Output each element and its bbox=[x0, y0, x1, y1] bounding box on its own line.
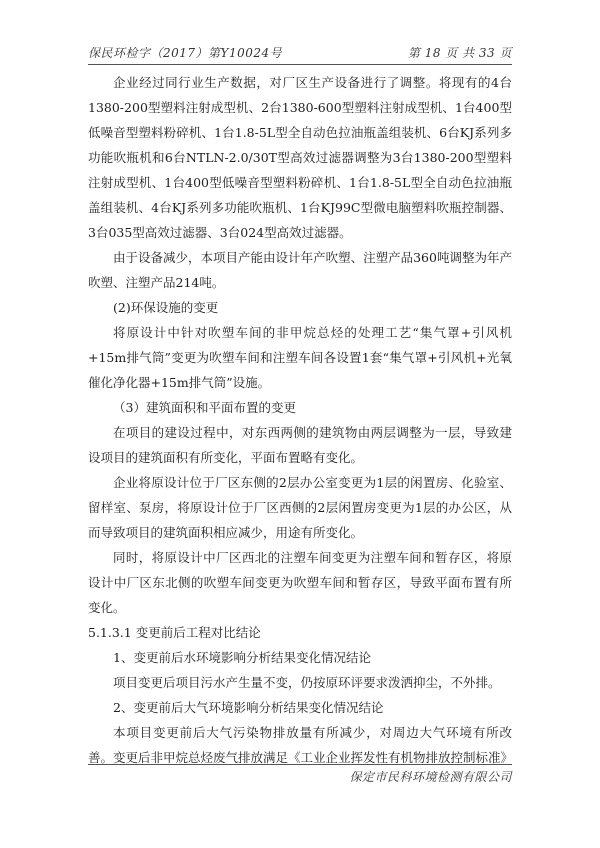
header-divider bbox=[88, 64, 512, 65]
subheading-water: 1、变更前后水环境影响分析结果变化情况结论 bbox=[113, 650, 371, 665]
page-footer bbox=[88, 764, 512, 784]
section-heading-comparison: 5.1.3.1 变更前后工程对比结论 bbox=[88, 625, 261, 640]
subheading-air: 2、变更前后大气环境影响分析结果变化情况结论 bbox=[113, 700, 384, 715]
paragraph-env-facilities: 将原设计中针对吹塑车间的非甲烷总烃的处理工艺“集气罩+引风机+15m排气筒”变更为吹塑车间和注塑车间各设置1套“集气罩+引风机+光氧催化净化器+15m排气筒”设施。 bbox=[88, 325, 512, 390]
company-name: 保定市民科环境检测有限公司 bbox=[349, 770, 512, 784]
paragraph-air: 本项目变更前后大气污染物排放量有所减少，对周边大气环境有所改善。变更后非甲烷总烃废气排放满足《工业企业挥发性有机物排放控制标准》 bbox=[88, 725, 514, 765]
paragraph-building-floors: 在项目的建设过程中，对东西两侧的建筑物由两层调整为一层，导致建设项目的建筑面积有所变化，平面布置略有变化。 bbox=[88, 425, 512, 465]
paragraph-water: 项目变更后项目污水产生量不变，仍按原环评要求泼洒抑尘，不外排。 bbox=[113, 675, 501, 690]
page-header bbox=[88, 44, 512, 64]
paragraph-office-change: 企业将原设计位于厂区东侧的2层办公室变更为1层的闲置房、化验室、留样室、泵房，将原设计位于厂区西侧的2层闲置房变更为1层的办公区，从而导致项目的建筑面积相应减少，用途有所变化。 bbox=[88, 475, 512, 540]
page-number: 第 18 页 共 33 页 bbox=[407, 46, 512, 60]
document-code: 保民环检字（2017）第Y10024号 bbox=[88, 46, 283, 60]
section-heading-building-area: （3）建筑面积和平面布置的变更 bbox=[113, 400, 296, 415]
document-body bbox=[88, 70, 512, 770]
paragraph-workshop-change: 同时，将原设计中厂区西北的注塑车间变更为注塑车间和暂存区，将原设计中厂区东北侧的吹塑车间变更为吹塑车间和暂存区，导致平面布置有所变化。 bbox=[88, 550, 512, 615]
paragraph-equipment-adjustment: 企业经过同行业生产数据，对厂区生产设备进行了调整。将现有的4台1380-200型塑料注射成型机、2台1380-600型塑料注射成型机、1台400型低噪音型塑料粉碎机、1台1.8-5L型全自动色拉油瓶盖组装机、6台KJ系列多功能吹瓶机和6台NTLN-2.0/30T型高效过滤器调整为3台1380-200型塑料注射成型机、1台400型低噪音型塑料粉碎机、1台1.8-5L型全自动色拉油瓶盖组装机、4台KJ系列多功能吹瓶机、1台KJ99C型微电脑塑料吹瓶控制器、3台035型高效过滤器、3台024型高效过滤器。 bbox=[88, 75, 512, 240]
section-heading-env-facilities: (2)环保设施的变更 bbox=[113, 300, 219, 315]
paragraph-capacity-change: 由于设备减少，本项目产能由设计年产吹塑、注塑产品360吨调整为年产吹塑、注塑产品214吨。 bbox=[88, 250, 512, 290]
